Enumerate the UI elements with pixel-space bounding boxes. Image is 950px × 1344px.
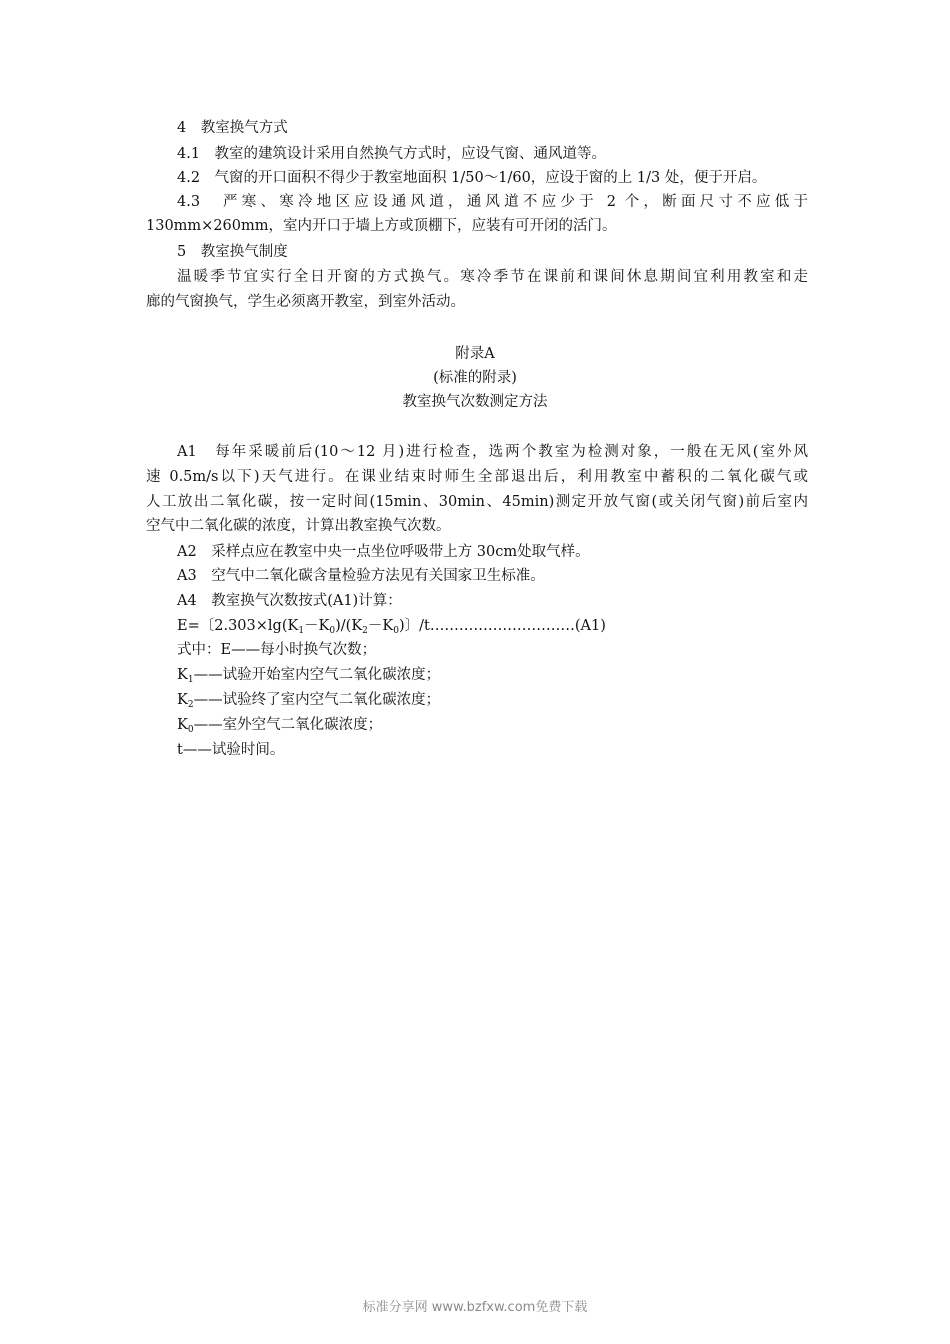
formula-where-e: 式中：E——每小时换气次数； [177, 642, 377, 658]
formula-where-k0: $K_0——$室外空气二氧化碳浓度； [177, 717, 383, 735]
formula-a1: E=〔$2.303\times\lg(K_1-K_0)/(K_2-K_0)$〕/t…………………………(A1) [177, 618, 606, 636]
a1-line-2: 速 0.5m/s以下)天气进行。在课业结束时师生全部退出后，利用教室中蓄积的二氧化碳气或 [146, 469, 808, 485]
a1-line-4: 空气中二氧化碳的浓度，计算出教室换气次数。 [146, 518, 451, 534]
clause-4-3-line-1: 4.3 严寒、寒冷地区应设通风道，通风道不应少于 2 个，断面尺寸不应低于 [177, 194, 808, 210]
a3-paragraph: A3 空气中二氧化碳含量检验方法见有关国家卫生标准。 [177, 568, 545, 584]
a1-line-3: 人工放出二氧化碳，按一定时间(15min、30min、45min)测定开放气窗(或关闭气窗)前后室内 [146, 494, 808, 510]
section-4-heading: 4 教室换气方式 [177, 120, 288, 136]
appendix-subtitle: (标准的附录) [433, 370, 517, 386]
clause-4-1: 4.1 教室的建筑设计采用自然换气方式时，应设气窗、通风道等。 [177, 146, 607, 162]
formula-where-t: t——试验时间。 [177, 742, 285, 758]
section-5-line-1: 温暖季节宜实行全日开窗的方式换气。寒冷季节在课前和课间休息期间宜利用教室和走 [177, 269, 808, 285]
formula-where-k1: $K_1——$试验开始室内空气二氧化碳浓度； [177, 667, 441, 685]
formula-where-k2: $K_2——$试验终了室内空气二氧化碳浓度； [177, 692, 441, 710]
a1-line-1: A1 每年采暖前后(10～12 月)进行检查，选两个教室为检测对象，一般在无风(室外风 [177, 444, 808, 460]
clause-4-2: 4.2 气窗的开口面积不得少于教室地面积 1/50～1/60，应设于窗的上 1/3 处，便于开启。 [177, 170, 767, 186]
footer-watermark: 标准分享网 www.bzfxw.com免费下载 [362, 1300, 588, 1315]
a2-paragraph: A2 采样点应在教室中央一点坐位呼吸带上方 30cm处取气样。 [177, 544, 590, 560]
appendix-name: 教室换气次数测定方法 [402, 394, 548, 410]
section-5-heading: 5 教室换气制度 [177, 244, 288, 260]
clause-4-3-line-2: 130mm×260mm，室内开口于墙上方或顶棚下，应装有可开闭的活门。 [146, 218, 617, 234]
a4-paragraph: A4 教室换气次数按式(A1)计算： [177, 593, 402, 609]
appendix-title: 附录A [455, 346, 495, 362]
section-5-line-2: 廊的气窗换气，学生必须离开教室，到室外活动。 [146, 294, 465, 310]
